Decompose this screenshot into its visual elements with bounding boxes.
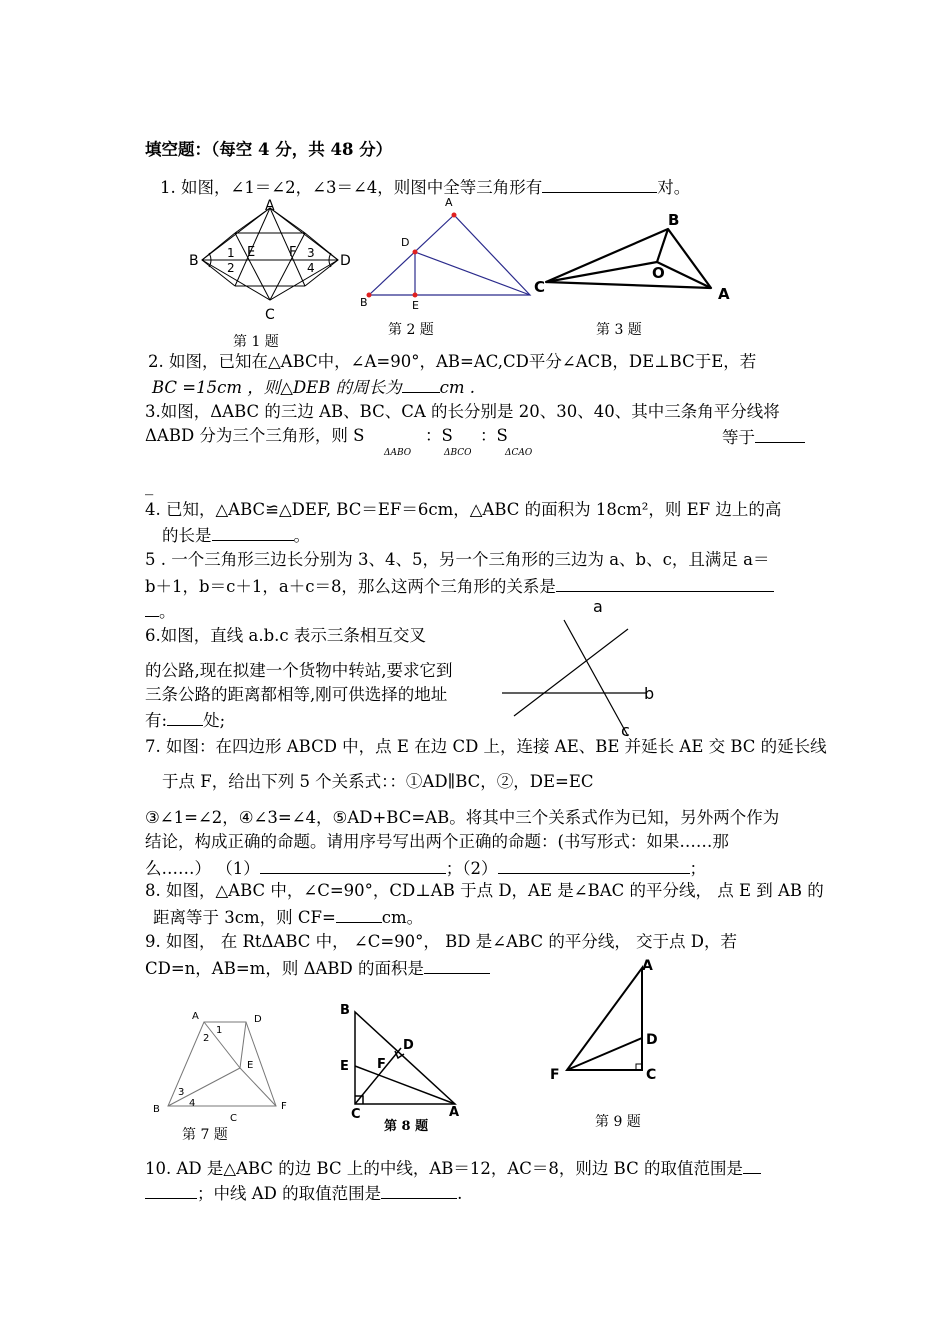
q4-blank[interactable]	[212, 522, 294, 541]
q6-text: 有:	[145, 711, 168, 730]
q4-text: 的长是	[162, 526, 212, 545]
question-10-line-1	[145, 1155, 810, 1181]
question-10-line-2	[145, 1180, 810, 1206]
question-7-line-3: ③∠1=∠2，④∠3=∠4，⑤AD+BC=AB。将其中三个关系式作为已知，另外两个作为	[145, 808, 780, 827]
fig6-label-b: b	[644, 684, 655, 703]
q10-text: 10. AD 是△ABC 的边 BC 上的中线，AB＝12，AC＝8，则边 BC 的取值范围是	[145, 1159, 743, 1178]
question-3-line-1: 3.如图，ΔABC 的三边 AB、BC、CA 的长分别是 20、30、40、其中三条角平分线将	[145, 402, 780, 421]
fig9-label-a: A	[642, 958, 653, 974]
question-9-line-2	[145, 955, 810, 981]
q8-text: 距离等于 3cm，则 CF=	[153, 908, 336, 927]
fig8-label-a: A	[449, 1105, 460, 1120]
fig1-label-d: D	[340, 253, 351, 269]
question-2-line-2	[152, 374, 817, 400]
fig1-label-2: 2	[227, 261, 235, 275]
fig2-label-b: B	[360, 296, 368, 309]
fig2-label-a: A	[445, 196, 453, 209]
fig6-label-a: a	[593, 597, 603, 616]
question-4-line-1: 4. 已知，△ABC≌△DEF, BC＝EF＝6cm，△ABC 的面积为 18cm²，则 EF 边上的高	[145, 500, 782, 519]
q3-ratio-3: ：S	[480, 426, 508, 445]
fig2-label-d: D	[401, 236, 410, 249]
fig1-label-c: C	[265, 307, 275, 323]
figure-8-diagram	[335, 998, 465, 1122]
q3-tail	[722, 424, 812, 450]
fig6-label-c: c	[621, 721, 630, 740]
question-6-line-2: 的公路,现在拟建一个货物中转站,要求它到	[145, 661, 453, 680]
fig7-label-1: 1	[216, 1025, 223, 1036]
q1-text: 1. 如图，∠1＝∠2，∠3＝∠4，则图中全等三角形有	[160, 178, 543, 197]
q3-blank[interactable]	[755, 424, 805, 443]
fig1-label-4: 4	[307, 261, 315, 275]
fig1-caption: 第 1 题	[233, 334, 279, 350]
question-2-line-1: 2. 如图，已知在△ABC中，∠A=90°，AB=AC,CD平分∠ACB，DE⊥BC于E，若	[148, 352, 757, 371]
q3-sub-cao: ΔCAO	[505, 448, 533, 458]
fig9-label-f: F	[550, 1067, 560, 1083]
fig7-label-c: C	[230, 1113, 237, 1124]
q6-tail: 处;	[203, 711, 226, 730]
q7-tail: ；	[689, 859, 706, 878]
fig3-label-c: C	[534, 278, 546, 296]
fig1-label-b: B	[189, 253, 199, 269]
question-7-line-4: 结论，构成正确的命题。请用序号写出两个正确的命题：(书写形式：如果……那	[145, 832, 729, 851]
q2-blank[interactable]	[402, 374, 440, 393]
fig1-label-1: 1	[227, 246, 235, 260]
figure-1-diagram	[185, 196, 355, 326]
fig7-label-a: A	[192, 1011, 199, 1022]
q10-blank-2[interactable]	[381, 1180, 457, 1199]
fig7-label-e: E	[247, 1060, 254, 1071]
question-9-line-1: 9. 如图， 在 RtΔABC 中， ∠C=90°， BD 是∠ABC 的平分线， 交于点 D，若	[145, 932, 738, 951]
fig8-label-e: E	[340, 1059, 349, 1074]
q3-tail-text: 等于	[722, 428, 755, 447]
figure-6-diagram	[500, 596, 670, 741]
question-8-line-2	[153, 904, 818, 930]
question-7-line-2: 于点 F，给出下列 5 个关系式：：①AD∥BC，②，DE=EC	[162, 772, 594, 791]
question-4-line-2	[162, 522, 827, 548]
fig8-caption: 第 8 题	[384, 1119, 429, 1134]
q5-tail: 。	[159, 602, 176, 621]
figure-7-diagram	[148, 1008, 298, 1126]
question-5-line-1: 5 . 一个三角形三边长分别为 3、4、5，另一个三角形的三边为 a、b、c，且满足 a＝	[145, 550, 770, 569]
q4-tail: 。	[293, 526, 310, 545]
fig3-label-o: O	[652, 264, 665, 282]
q10-tail: .	[457, 1184, 463, 1203]
fig7-label-d: D	[254, 1014, 262, 1025]
q10-blank-1-cont[interactable]	[145, 1180, 197, 1199]
question-5-line-2	[145, 573, 810, 599]
q7-text: 么……） （1）	[145, 859, 260, 878]
fig1-label-a: A	[265, 198, 275, 214]
q5-blank[interactable]	[556, 573, 774, 592]
fig9-caption: 第 9 题	[595, 1114, 641, 1130]
q10-blank-1[interactable]	[743, 1155, 761, 1174]
q6-blank[interactable]	[167, 707, 203, 726]
fig3-label-b: B	[668, 211, 680, 229]
fig7-caption: 第 7 题	[182, 1127, 228, 1143]
fig7-label-b: B	[153, 1104, 160, 1115]
q5-text: b＋1，b＝c＋1，a＋c＝8，那么这两个三角形的关系是	[145, 577, 556, 596]
q2-unit: cm .	[439, 378, 475, 397]
q10-mid: ；中线 AD 的取值范围是	[197, 1184, 382, 1203]
fig2-caption: 第 2 题	[388, 322, 434, 338]
fig1-label-e: E	[247, 245, 256, 260]
fig8-label-d: D	[403, 1038, 414, 1053]
q3-sub-bco: ΔBCO	[444, 448, 472, 458]
q9-blank[interactable]	[424, 955, 490, 974]
q7-mid: ；（2）	[445, 859, 498, 878]
fig2-label-e: E	[412, 299, 419, 312]
fig8-label-c: C	[351, 1107, 361, 1122]
q8-blank[interactable]	[336, 904, 382, 923]
fig7-label-4: 4	[189, 1098, 196, 1109]
q3-sub-abo: ΔABO	[384, 448, 412, 458]
fig9-label-c: C	[646, 1067, 657, 1083]
question-6-line-1: 6.如图，直线 a.b.c 表示三条相互交叉	[145, 626, 426, 645]
question-8-line-1: 8. 如图，△ABC 中，∠C=90°，CD⊥AB 于点 D，AE 是∠BAC 的平分线， 点 E 到 AB 的	[145, 881, 824, 900]
q1-blank[interactable]	[542, 174, 657, 193]
q9-text: CD=n，AB=m，则 ΔABD 的面积是	[145, 959, 424, 978]
fig1-label-f: F	[289, 245, 297, 260]
q7-blank-1[interactable]	[260, 855, 446, 874]
question-6-line-3: 三条公路的距离都相等,刚可供选择的地址	[145, 685, 448, 704]
q3-ratio-2: ：S	[425, 426, 453, 445]
question-3-line-3: _	[145, 476, 154, 495]
q7-blank-2[interactable]	[498, 855, 690, 874]
q8-tail: cm。	[381, 908, 424, 927]
question-6-line-4	[145, 707, 810, 733]
fig3-label-a: A	[718, 285, 730, 303]
fig7-label-2: 2	[203, 1033, 210, 1044]
fig8-label-f: F	[377, 1057, 386, 1072]
figure-3-diagram	[530, 208, 740, 308]
question-7-line-1: 7. 如图：在四边形 ABCD 中，点 E 在边 CD 上，连接 AE、BE 并延长 AE 交 BC 的延长线	[145, 737, 827, 756]
figure-2-diagram	[355, 194, 540, 314]
fig1-label-3: 3	[307, 246, 315, 260]
q1-tail: 对。	[657, 178, 691, 197]
fig7-label-f: F	[281, 1101, 287, 1112]
q5-blank-cont[interactable]	[145, 598, 159, 617]
fig8-label-b: B	[340, 1003, 350, 1018]
q3-text: ΔABD 分为三个三角形，则 S	[145, 426, 365, 445]
figure-9-diagram	[545, 948, 675, 1083]
fig9-label-d: D	[646, 1032, 658, 1048]
section-title: 填空题：（每空 4 分，共 48 分）	[145, 140, 393, 159]
fig3-caption: 第 3 题	[596, 322, 642, 338]
q2-text: BC =15cm ，则△DEB 的周长为	[152, 378, 402, 397]
question-7-line-5	[145, 855, 810, 881]
fig7-label-3: 3	[178, 1087, 185, 1098]
question-5-line-3	[145, 598, 810, 624]
